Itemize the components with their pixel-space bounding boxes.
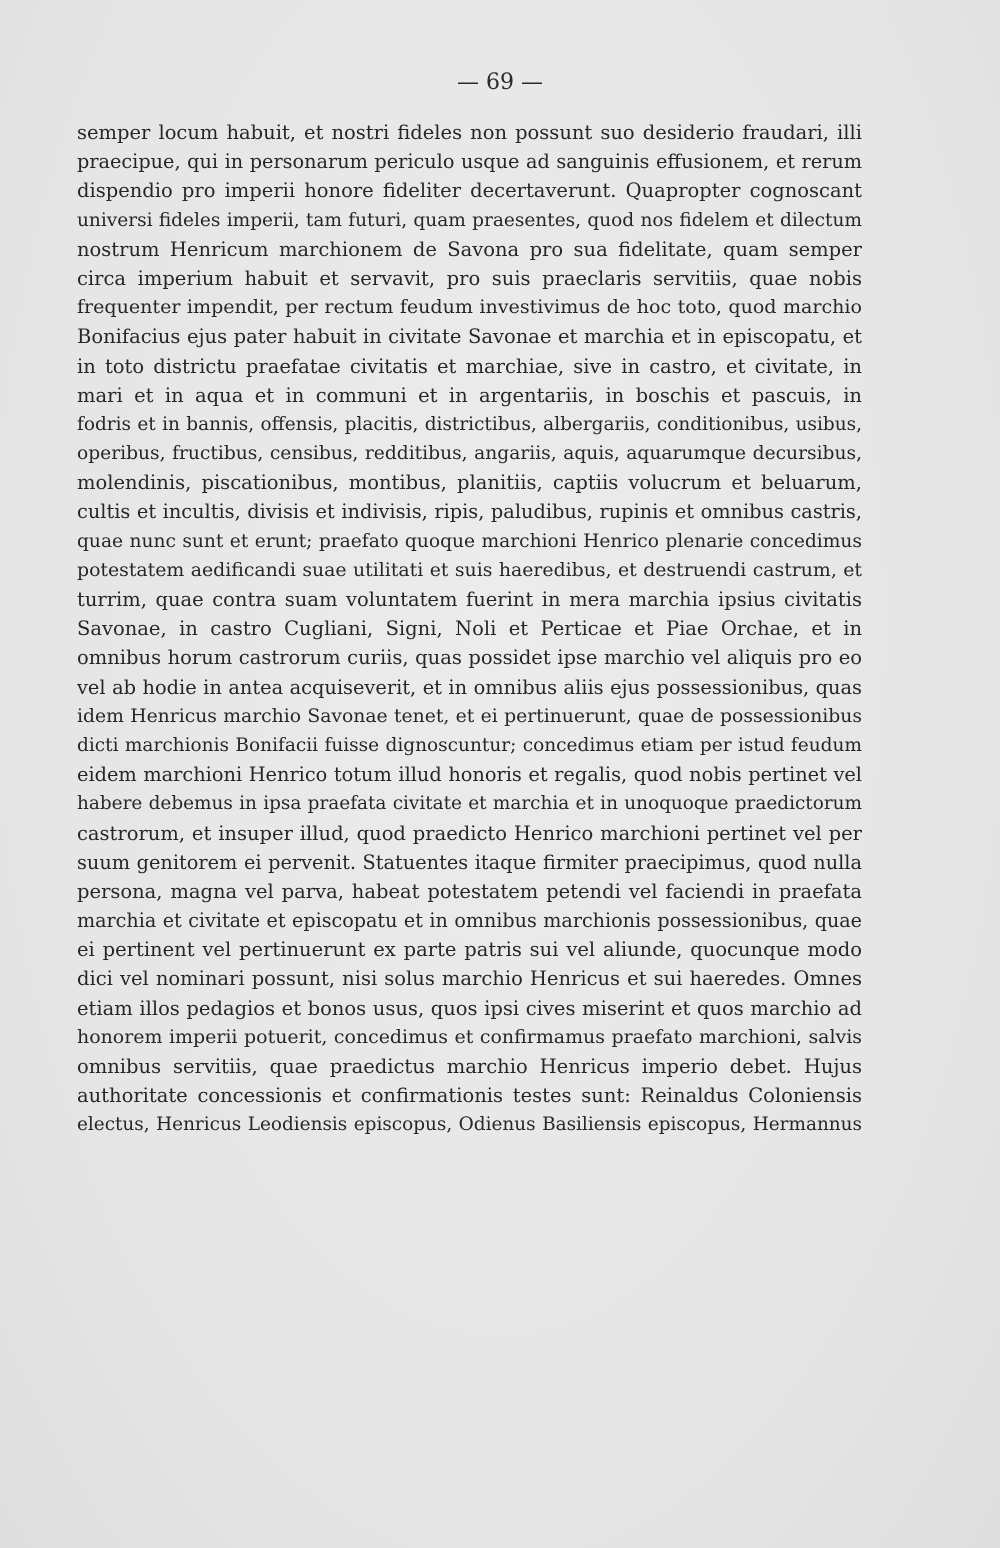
text-line: circa imperium habuit et servavit, pro suis praeclaris servitiis, quae nobis [77, 266, 862, 290]
text-line: semper locum habuit, et nostri fideles non possunt suo desiderio fraudari, illi [77, 121, 862, 144]
text-line: persona, magna vel parva, habeat potestatem petendi vel faciendi in praefata [77, 879, 862, 903]
text-line: marchia et civitate et episcopatu et in omnibus marchionis possessionibus, quae [77, 909, 862, 933]
text-line: omnibus servitiis, quae praedictus marchio Henricus imperio debet. Hujus [77, 1055, 862, 1078]
text-line: molendinis, piscationibus, montibus, planitiis, captiis volucrum et beluarum, [77, 471, 862, 495]
text-line: dici vel nominari possunt, nisi solus marchio Henricus et sui haeredes. Omnes [77, 967, 862, 991]
text-line: operibus, fructibus, censibus, redditibus, angariis, aquis, aquarumque decursibus, [77, 443, 862, 465]
text-line: mari et in aqua et in communi et in argentariis, in boschis et pascuis, in [77, 383, 862, 407]
text-line: turrim, quae contra suam voluntatem fuerint in mera marchia ipsius civitatis [77, 588, 862, 611]
text-line: Bonifacius ejus pater habuit in civitate Savonae et marchia et in episcopatu, et [77, 325, 862, 349]
text-line: vel ab hodie in antea acquiseverit, et in omnibus aliis ejus possessionibus, quas [77, 675, 862, 699]
text-line: castrorum, et insuper illud, quod praedicto Henrico marchioni pertinet vel per [77, 821, 862, 845]
text-line: nostrum Henricum marchionem de Savona pro sua fidelitate, quam semper [77, 237, 862, 261]
page-number: — 69 — [457, 70, 543, 95]
text-line: authoritate concessionis et confirmationis testes sunt: Reinaldus Coloniensis [77, 1084, 862, 1108]
text-line: omnibus horum castrorum curiis, quas possidet ipse marchio vel aliquis pro eo [77, 646, 862, 670]
text-line: cultis et incultis, divisis et indivisis, ripis, paludibus, rupinis et omnibus castris, [77, 500, 862, 524]
text-line: frequenter impendit, per rectum feudum investivimus de hoc toto, quod marchio [77, 296, 862, 319]
text-line: eidem marchioni Henrico totum illud honoris et regalis, quod nobis pertinet vel [77, 763, 862, 787]
text-line: habere debemus in ipsa praefata civitate et marchia et in unoquoque praedictorum [77, 793, 862, 815]
text-line: praecipue, qui in personarum periculo usque ad sanguinis effusionem, et rerum [77, 150, 862, 174]
text-line: in toto districtu praefatae civitatis et marchiae, sive in castro, et civitate, in [77, 354, 862, 378]
text-line: etiam illos pedagios et bonos usus, quos ipsi cives miserint et quos marchio ad [77, 996, 862, 1020]
text-line: fodris et in bannis, offensis, placitis, districtibus, albergariis, conditionibus, usibus, [77, 413, 862, 435]
text-line: electus, Henricus Leodiensis episcopus, Odienus Basiliensis episcopus, Hermannus [77, 1114, 862, 1136]
text-line: potestatem aedificandi suae utilitati et suis haeredibus, et destruendi castrum, et [77, 558, 862, 581]
text-line: idem Henricus marchio Savonae tenet, et ei pertinuerunt, quae de possessionibus [77, 705, 862, 727]
text-line: dispendio pro imperii honore fideliter decertaverunt. Quapropter cognoscant [77, 179, 862, 203]
text-line: ei pertinent vel pertinuerunt ex parte patris sui vel aliunde, quocunque modo [77, 938, 862, 962]
text-line: Savonae, in castro Cugliani, Signi, Noli et Perticae et Piae Orchae, et in [77, 617, 862, 641]
text-line: honorem imperii potuerit, concedimus et confirmamus praefato marchioni, salvis [77, 1025, 862, 1048]
text-line: suum genitorem ei pervenit. Statuentes itaque firmiter praecipimus, quod nulla [77, 850, 862, 874]
body-text [77, 118, 862, 1140]
text-line: quae nunc sunt et erunt; praefato quoque marchioni Henrico plenarie concedimus [77, 530, 862, 552]
text-line: universi fideles imperii, tam futuri, quam praesentes, quod nos fidelem et dilectum [77, 209, 862, 231]
text-line: dicti marchionis Bonifacii fuisse dignoscuntur; concedimus etiam per istud feudum [77, 734, 862, 756]
